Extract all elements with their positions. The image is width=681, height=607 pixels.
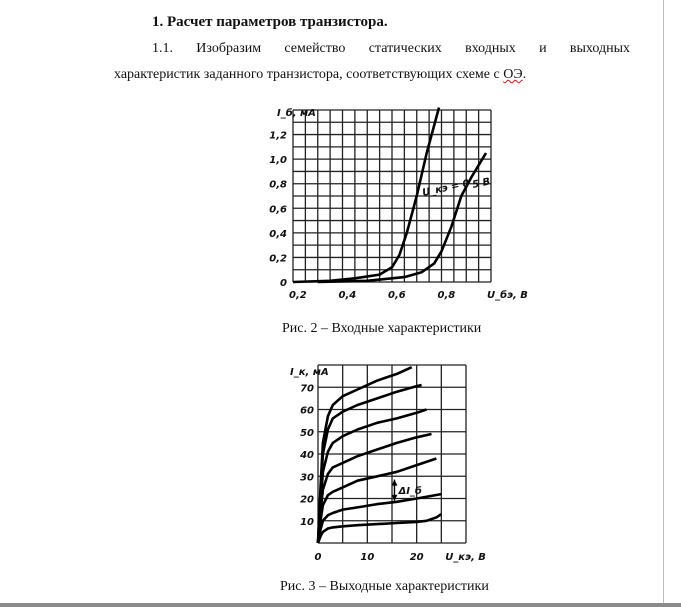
fig3-curve-2 xyxy=(318,494,441,543)
figure-3-caption: Рис. 3 – Выходные характеристики xyxy=(280,579,489,594)
fig3-xtick: 20 xyxy=(409,552,424,563)
paragraph-line-1: 1.1. Изобразим семейство статических входных и выходных xyxy=(152,41,630,56)
fig2-ytick: 0,2 xyxy=(269,253,287,265)
fig2-xtick: 0,6 xyxy=(388,290,406,301)
fig2-ytick: 1,0 xyxy=(269,155,287,167)
fig2-annotation-5v: 5 В xyxy=(471,176,492,191)
paragraph-line-2 xyxy=(114,67,526,83)
fig3-curve-6 xyxy=(318,385,422,543)
fig3-curve-7 xyxy=(318,367,412,543)
fig3-curve-3 xyxy=(318,459,436,544)
fig3-ytick: 70 xyxy=(300,383,314,395)
fig3-ytick: 50 xyxy=(300,427,314,439)
fig2-ytick: 1,2 xyxy=(269,130,287,142)
fig3-ytick: 60 xyxy=(300,405,314,417)
fig3-xtick: U_кэ, В xyxy=(445,552,486,563)
fig2-xtick: 0,2 xyxy=(289,290,307,301)
fig3-curve-1 xyxy=(318,514,441,543)
fig3-xtick: 10 xyxy=(360,552,375,563)
paragraph-line-2-end: . xyxy=(522,67,527,82)
section-heading: 1. Расчет параметров транзистора. xyxy=(152,14,388,30)
fig3-xtick: 0 xyxy=(314,552,322,563)
fig2-ytick: 0,4 xyxy=(269,228,287,240)
output-characteristics-chart xyxy=(284,355,486,570)
fig3-ytick: 10 xyxy=(300,516,314,528)
fig2-ytick: 0,8 xyxy=(269,179,287,191)
fig2-xtick: U_бэ, В xyxy=(487,290,528,301)
fig3-ytick: 40 xyxy=(300,450,314,461)
fig3-annotation-delta-ib: ΔI_б xyxy=(398,486,422,498)
fig3-ytick: 20 xyxy=(300,494,314,506)
fig2-annotation-uke0: U_кэ = 0 xyxy=(421,178,471,199)
fig3-ylabel: I_к, мА xyxy=(290,367,329,378)
spellcheck-flagged-word[interactable]: ОЭ xyxy=(503,67,523,82)
fig2-xtick: 0,4 xyxy=(338,290,357,301)
fig3-ytick: 30 xyxy=(300,472,314,484)
fig2-ylabel: I_б, мА xyxy=(277,108,316,119)
window-bottom-edge xyxy=(0,603,681,607)
fig2-ytick: 0,6 xyxy=(269,204,287,216)
figure-2-caption: Рис. 2 – Входные характеристики xyxy=(282,321,482,336)
input-characteristics-chart xyxy=(263,100,528,315)
fig2-ytick: 0 xyxy=(280,278,287,289)
fig2-xtick: 0,8 xyxy=(437,290,456,301)
paragraph-line-2-text: характеристик заданного транзистора, соответствующих схеме с xyxy=(114,67,504,82)
